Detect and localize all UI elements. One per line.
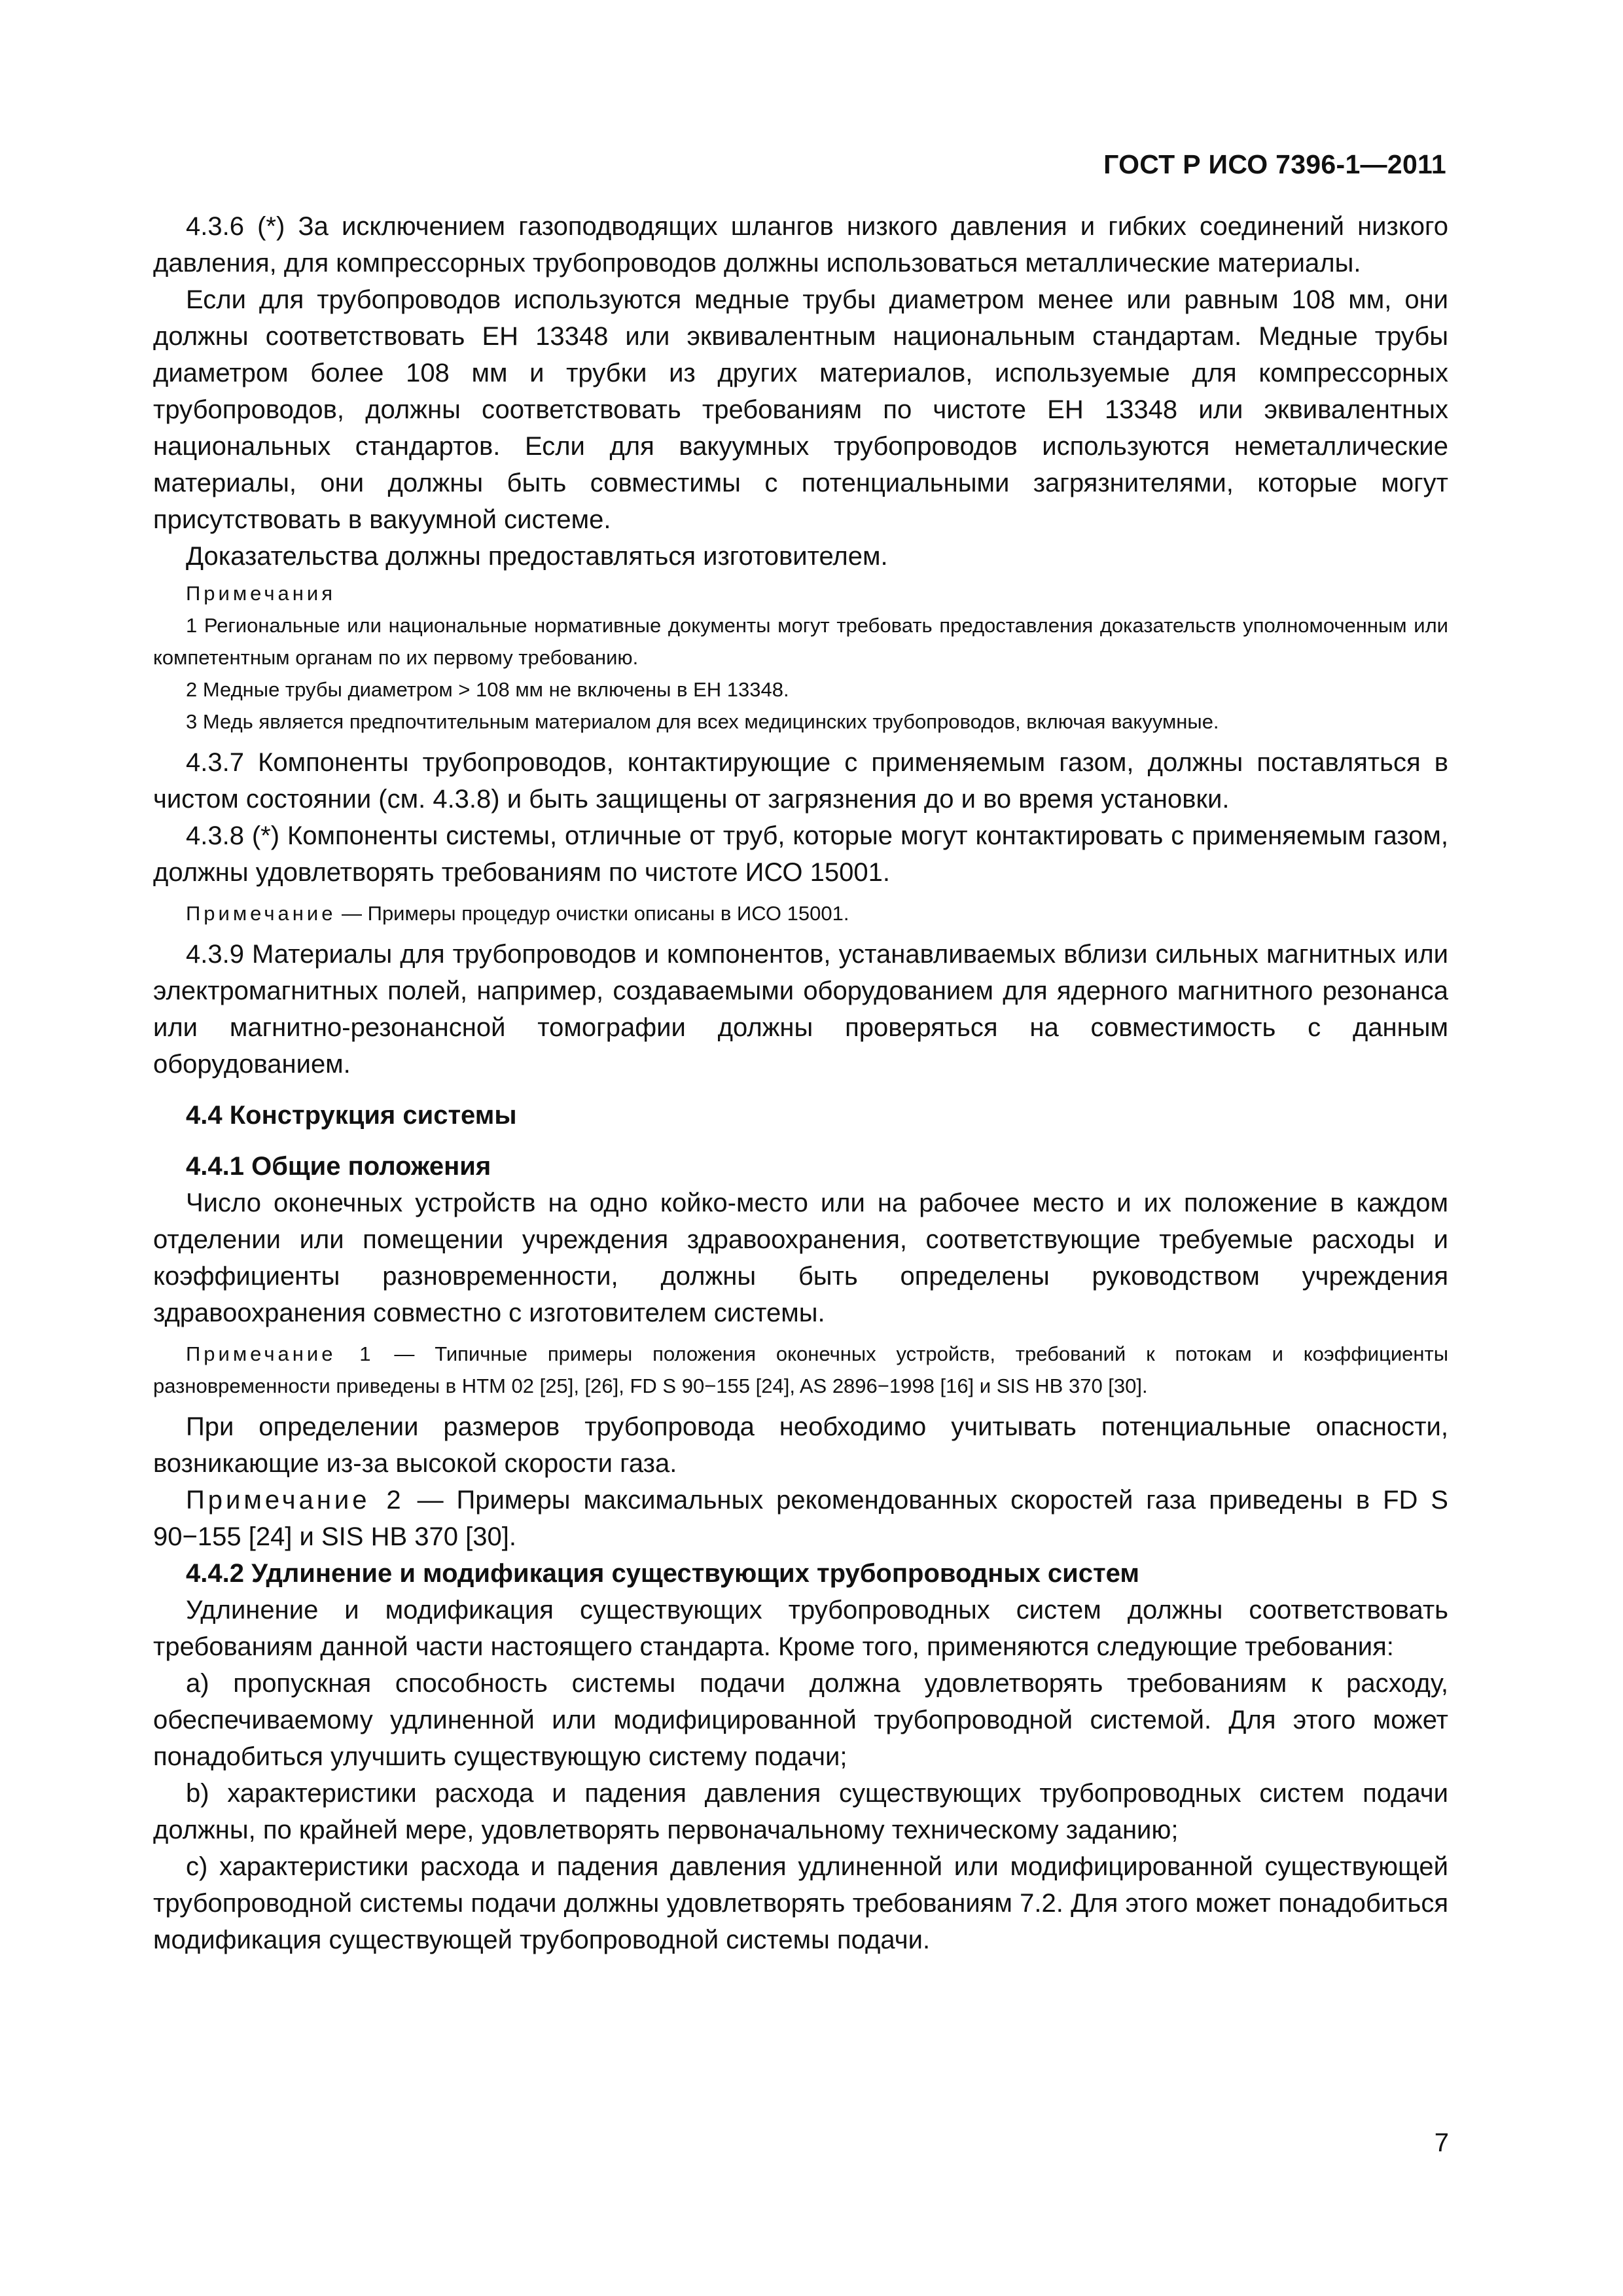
- note-1-label: Примечание 1: [186, 1342, 374, 1365]
- list-item-a: а) пропускная способность системы подачи должна удовлетворять требованиям к расходу, обеспечиваемому удлиненной или модифицированной трубопроводной системой. Для этого может понадобиться улучшить существующую систему подачи;: [153, 1669, 1448, 1771]
- paragraph-4-3-8: 4.3.8 (*) Компоненты системы, отличные от труб, которые могут контактировать с применяемым газом, должны удовлетворять требованиям по чистоте ИСО 15001.: [153, 821, 1448, 887]
- note-label: Примечание: [186, 902, 336, 925]
- page-number: 7: [1434, 2128, 1449, 2157]
- paragraph-4-3-7: 4.3.7 Компоненты трубопроводов, контактирующие с применяемым газом, должны поставляться в чистом состоянии (см. 4.3.8) и быть защищены от загрязнения до и во время установки.: [153, 748, 1448, 814]
- paragraph-4-3-9: 4.3.9 Материалы для трубопроводов и компонентов, устанавливаемых вблизи сильных магнитных или электромагнитных полей, например, создаваемыми оборудованием для ядерного магнитного резонанса или магнитно-резонансной томографии должны проверяться на совместимость с данным оборудованием.: [153, 940, 1448, 1079]
- heading-4-4-1: 4.4.1 Общие положения: [186, 1152, 491, 1181]
- note-1-text: — Типичные примеры положения оконечных устройств, требований к потокам и коэффициенты разновременности приведены в НТМ 02 [25], [26], FD S 90−155 [24], AS 2896−1998 [16] и SIS HB 370 [30].: [153, 1342, 1448, 1397]
- page-content: [153, 208, 1448, 1958]
- document-standard-code: ГОСТ Р ИСО 7396-1—2011: [1103, 149, 1446, 179]
- paragraph-copper-pipes: Если для трубопроводов используются медные трубы диаметром менее или равным 108 мм, они должны соответствовать ЕН 13348 или эквивалентным национальным стандартам. Медные трубы диаметром более 108 мм и трубки из других материалов, используемые для компрессорных трубопроводов, должны соответствовать требованиям по чистоте ЕН 13348 или эквивалентных национальных стандартов. Если для вакуумных трубопроводов используются неметаллические материалы, они должны быть совместимы с потенциальными загрязнителями, которые могут присутствовать в вакуумной системе.: [153, 285, 1448, 534]
- paragraph-pipeline-sizing: При определении размеров трубопровода необходимо учитывать потенциальные опасности, возникающие из-за высокой скорости газа.: [153, 1412, 1448, 1478]
- note-gas-velocity: [153, 1482, 1448, 1555]
- paragraph-terminal-units: Число оконечных устройств на одно койко-место или на рабочее место и их положение в каждом отделении или помещении учреждения здравоохранения, соответствующие требуемые расходы и коэффициенты разновременности, должны быть определены руководством учреждения здравоохранения совместно с изготовителем системы.: [153, 1189, 1448, 1327]
- heading-4-4-2: 4.4.2 Удлинение и модификация существующих трубопроводных систем: [186, 1559, 1139, 1588]
- note-text: — Примеры процедур очистки описаны в ИСО 15001.: [336, 902, 849, 925]
- paragraph-4-3-6: 4.3.6 (*) За исключением газоподводящих шлангов низкого давления и гибких соединений низкого давления, для компрессорных трубопроводов должны использоваться металлические материалы.: [153, 212, 1448, 278]
- note-2-label: Примечание 2: [186, 1486, 404, 1515]
- note-3: 3 Медь является предпочтительным материалом для всех медицинских трубопроводов, включая вакуумные.: [186, 710, 1219, 733]
- note-1: 1 Региональные или национальные нормативные документы могут требовать предоставления доказательств уполномоченным или компетентным органам по их первому требованию.: [153, 614, 1448, 669]
- notes-title: Примечания: [186, 582, 336, 605]
- list-item-b: b) характеристики расхода и падения давления существующих трубопроводных систем подачи должны, по крайней мере, удовлетворять первоначальному техническому заданию;: [153, 1779, 1448, 1844]
- note-2-text: — Примеры максимальных рекомендованных скоростей газа приведены в FD S 90−155 [24] и SIS HB 370 [30].: [153, 1486, 1448, 1551]
- list-item-c: с) характеристики расхода и падения давления удлиненной или модифицированной существующей трубопроводной системы подачи должны удовлетворять требованиям 7.2. Для этого может понадобиться модификация существующей трубопроводной системы подачи.: [153, 1852, 1448, 1954]
- note-terminal-examples: [153, 1338, 1448, 1402]
- note-2: 2 Медные трубы диаметром > 108 мм не включены в ЕН 13348.: [186, 678, 789, 701]
- heading-4-4: 4.4 Конструкция системы: [186, 1101, 517, 1130]
- note-cleaning: [153, 897, 1448, 929]
- paragraph-extension-intro: Удлинение и модификация существующих трубопроводных систем должны соответствовать требованиям данной части настоящего стандарта. Кроме того, применяются следующие требования:: [153, 1596, 1448, 1661]
- paragraph-evidence: Доказательства должны предоставляться изготовителем.: [186, 542, 888, 571]
